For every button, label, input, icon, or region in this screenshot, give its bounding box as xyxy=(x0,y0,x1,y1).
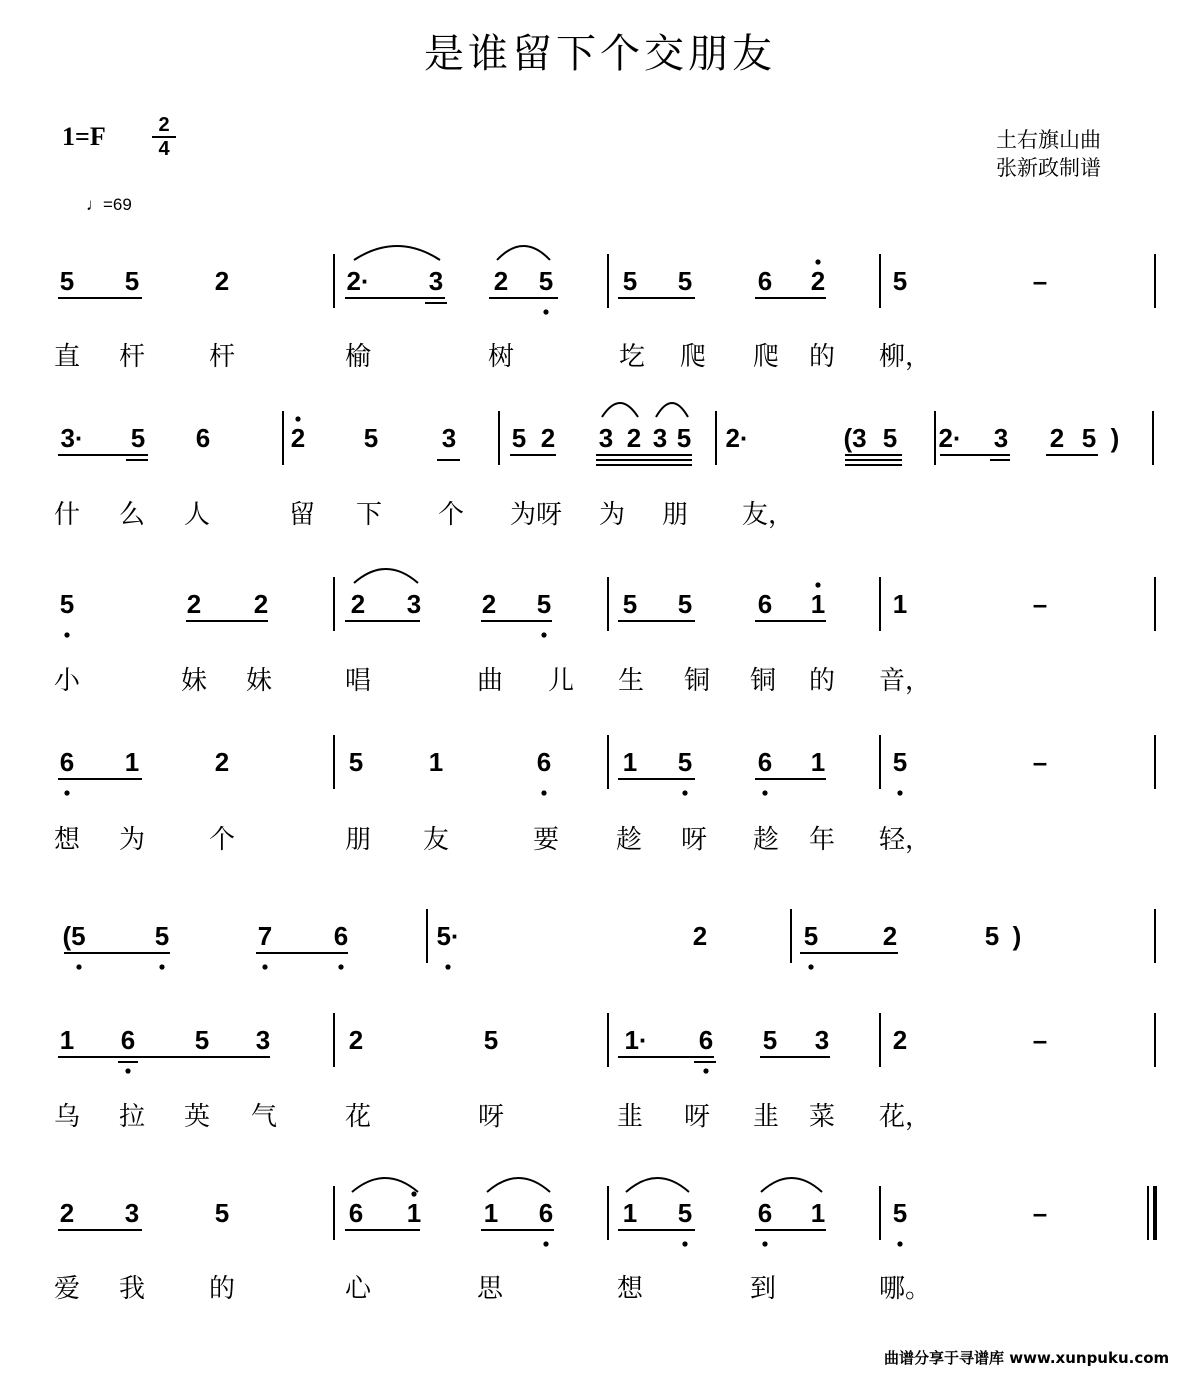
lyric: 思 xyxy=(476,1274,504,1304)
note: 2 xyxy=(214,266,230,296)
note: 6 xyxy=(120,1025,136,1055)
note: 5· xyxy=(436,921,460,951)
note: 7 xyxy=(257,921,273,951)
note: 2 xyxy=(186,589,202,619)
lyric: 友 xyxy=(422,825,450,855)
lyric: 花 xyxy=(344,1102,372,1132)
lyric: 什 xyxy=(53,500,81,530)
note: 6 xyxy=(195,423,211,453)
note: 2 xyxy=(481,589,497,619)
octave-dot-below xyxy=(897,1241,902,1246)
lyric: 爬 xyxy=(679,342,707,372)
lyric: 轻， xyxy=(878,825,932,855)
lyric: 呀 xyxy=(477,1102,505,1132)
note: 5 xyxy=(882,423,898,453)
note: 5 xyxy=(483,1025,499,1055)
lyric: 韭 xyxy=(616,1102,644,1132)
lyric: 榆 xyxy=(344,342,372,372)
note: 6 xyxy=(757,589,773,619)
note: 5 xyxy=(622,266,638,296)
time-signature-bottom: 4 xyxy=(158,138,170,160)
note: 3 xyxy=(993,423,1009,453)
lyric: 杆 xyxy=(118,342,146,372)
lyric: 年 xyxy=(808,825,836,855)
lyric: 唱 xyxy=(344,666,372,696)
note: 5 xyxy=(892,266,908,296)
octave-dot-below xyxy=(541,790,546,795)
note: 1 xyxy=(59,1025,75,1055)
note: 2 xyxy=(290,423,306,453)
note: 2 xyxy=(1049,423,1065,453)
note: 2 xyxy=(493,266,509,296)
note: 5 xyxy=(130,423,146,453)
note: 5 xyxy=(348,747,364,777)
note: ) xyxy=(1110,423,1120,453)
lyric: 韭 xyxy=(752,1102,780,1132)
note: 2 xyxy=(348,1025,364,1055)
note: 1 xyxy=(124,747,140,777)
lyric: 想 xyxy=(616,1274,644,1304)
slur xyxy=(626,1178,689,1192)
octave-dot-above xyxy=(295,416,300,421)
lyric: 拉 xyxy=(118,1102,146,1132)
note: 1 xyxy=(810,1198,826,1228)
lyric: 的 xyxy=(808,666,836,696)
slur xyxy=(761,1178,822,1192)
note: 2 xyxy=(692,921,708,951)
lyric: 呀 xyxy=(680,825,708,855)
octave-dot-above xyxy=(411,1191,416,1196)
note: 6 xyxy=(348,1198,364,1228)
time-signature-top: 2 xyxy=(158,114,170,136)
note: 5 xyxy=(59,589,75,619)
slur xyxy=(352,1178,418,1192)
note: 5 xyxy=(676,423,692,453)
note: 6 xyxy=(538,1198,554,1228)
lyric: 树 xyxy=(487,342,515,372)
note: 2 xyxy=(59,1198,75,1228)
octave-dot-below xyxy=(64,632,69,637)
lyric: 么 xyxy=(118,500,146,530)
note: ) xyxy=(1012,921,1022,951)
note: 2 xyxy=(214,747,230,777)
lyric: 花， xyxy=(878,1102,932,1132)
note: 5 xyxy=(511,423,527,453)
octave-dot-below xyxy=(159,964,164,969)
lyric: 哪。 xyxy=(878,1274,932,1304)
note: 5 xyxy=(536,589,552,619)
note: 5 xyxy=(59,266,75,296)
lyric: 趁 xyxy=(752,825,780,855)
note: – xyxy=(1032,266,1048,296)
note: 6 xyxy=(536,747,552,777)
lyric: 的 xyxy=(208,1274,236,1304)
lyric: 心 xyxy=(344,1274,372,1304)
slur xyxy=(602,403,638,417)
note: 6 xyxy=(59,747,75,777)
note: 2· xyxy=(725,423,749,453)
octave-dot-below xyxy=(541,632,546,637)
lyric: 小 xyxy=(53,666,81,696)
note: 6 xyxy=(757,266,773,296)
lyric: 人 xyxy=(183,500,211,530)
note: 6 xyxy=(757,747,773,777)
note: 1 xyxy=(810,747,826,777)
lyric: 爱 xyxy=(53,1274,81,1304)
lyric: 我 xyxy=(118,1274,146,1304)
note: 5 xyxy=(892,747,908,777)
octave-dot-below xyxy=(543,309,548,314)
lyric: 柳， xyxy=(878,342,932,372)
octave-dot-below xyxy=(703,1068,708,1073)
octave-dot-below xyxy=(762,790,767,795)
lyric: 朋 xyxy=(344,825,372,855)
octave-dot-below xyxy=(125,1068,130,1073)
note: 2 xyxy=(810,266,826,296)
note: – xyxy=(1032,589,1048,619)
lyric: 友， xyxy=(741,500,795,530)
note: 1 xyxy=(622,1198,638,1228)
lyric: 呀 xyxy=(683,1102,711,1132)
lyric: 圪 xyxy=(618,342,646,372)
note: (3 xyxy=(843,423,867,453)
note: 5 xyxy=(124,266,140,296)
lyric: 铜 xyxy=(683,666,711,696)
note: 2 xyxy=(882,921,898,951)
slur xyxy=(354,246,440,260)
note: 2 xyxy=(350,589,366,619)
slur xyxy=(656,403,688,417)
lyric: 妹 xyxy=(180,666,208,696)
note: 5 xyxy=(154,921,170,951)
note: – xyxy=(1032,747,1048,777)
note: 1· xyxy=(624,1025,648,1055)
score-title: 是谁留下个交朋友 xyxy=(424,31,776,77)
lyric: 音， xyxy=(878,666,932,696)
credit-arranger: 张新政制谱 xyxy=(996,156,1101,180)
octave-dot-below xyxy=(897,790,902,795)
lyric: 到 xyxy=(749,1274,777,1304)
note: 5 xyxy=(677,589,693,619)
lyric: 趁 xyxy=(615,825,643,855)
lyric: 想 xyxy=(53,825,81,855)
note: 5 xyxy=(622,589,638,619)
octave-dot-below xyxy=(682,1241,687,1246)
note: 1 xyxy=(483,1198,499,1228)
lyric: 为呀 xyxy=(509,500,563,530)
octave-dot-below xyxy=(262,964,267,969)
tempo-marking: ♩=69 xyxy=(86,195,132,214)
note: 5 xyxy=(214,1198,230,1228)
key-signature: 1=F xyxy=(62,122,106,151)
note: 1 xyxy=(622,747,638,777)
octave-dot-below xyxy=(76,964,81,969)
credit-source: 土右旗山曲 xyxy=(996,128,1101,152)
note: 2 xyxy=(892,1025,908,1055)
note: 6 xyxy=(333,921,349,951)
lyric: 为 xyxy=(598,500,626,530)
lyric: 朋 xyxy=(661,500,689,530)
note: 3 xyxy=(814,1025,830,1055)
octave-dot-above xyxy=(815,259,820,264)
note: 5 xyxy=(677,266,693,296)
note: 1 xyxy=(892,589,908,619)
lyric: 爬 xyxy=(752,342,780,372)
lyric: 妹 xyxy=(245,666,273,696)
lyric: 杆 xyxy=(208,342,236,372)
octave-dot-below xyxy=(338,964,343,969)
note: 3 xyxy=(124,1198,140,1228)
octave-dot-below xyxy=(808,964,813,969)
note: 1 xyxy=(428,747,444,777)
lyric: 直 xyxy=(53,342,81,372)
note: 5 xyxy=(194,1025,210,1055)
note: 3 xyxy=(406,589,422,619)
note: 5 xyxy=(538,266,554,296)
note: 2 xyxy=(540,423,556,453)
note: 5 xyxy=(762,1025,778,1055)
lyric: 要 xyxy=(532,825,560,855)
note: 3 xyxy=(255,1025,271,1055)
note: 3 xyxy=(652,423,668,453)
lyric: 乌 xyxy=(53,1102,81,1132)
lyric: 个 xyxy=(208,825,236,855)
note: – xyxy=(1032,1025,1048,1055)
octave-dot-below xyxy=(445,964,450,969)
lyric: 铜 xyxy=(749,666,777,696)
note: 2· xyxy=(938,423,962,453)
lyric: 曲 xyxy=(476,666,504,696)
note: 5 xyxy=(677,747,693,777)
note: 5 xyxy=(363,423,379,453)
note: 5 xyxy=(984,921,1000,951)
lyric: 菜 xyxy=(808,1102,836,1132)
lyric: 个 xyxy=(437,500,465,530)
note: 3 xyxy=(441,423,457,453)
note: 5 xyxy=(892,1198,908,1228)
note: 5 xyxy=(803,921,819,951)
slur xyxy=(487,1178,550,1192)
slur xyxy=(497,246,550,260)
octave-dot-below xyxy=(543,1241,548,1246)
note: 2 xyxy=(626,423,642,453)
slur xyxy=(354,569,418,583)
note: 5 xyxy=(677,1198,693,1228)
note: 2 xyxy=(253,589,269,619)
note: 2· xyxy=(346,266,370,296)
lyric: 英 xyxy=(183,1102,211,1132)
note: 1 xyxy=(810,589,826,619)
note: 6 xyxy=(757,1198,773,1228)
octave-dot-below xyxy=(64,790,69,795)
lyric: 下 xyxy=(355,500,383,530)
note: 1 xyxy=(406,1198,422,1228)
lyric: 的 xyxy=(808,342,836,372)
note: (5 xyxy=(62,921,86,951)
octave-dot-below xyxy=(762,1241,767,1246)
note: 5 xyxy=(1081,423,1097,453)
note: 3 xyxy=(428,266,444,296)
octave-dot-below xyxy=(682,790,687,795)
lyric: 为 xyxy=(118,825,146,855)
note: – xyxy=(1032,1198,1048,1228)
note: 3 xyxy=(598,423,614,453)
footer-watermark: 曲谱分享于寻谱库 www.xunpuku.com xyxy=(884,1349,1170,1367)
octave-dot-above xyxy=(815,582,820,587)
note: 3· xyxy=(60,423,84,453)
lyric: 留 xyxy=(288,500,316,530)
lyric: 儿 xyxy=(547,666,575,696)
lyric: 气 xyxy=(250,1102,278,1132)
note: 6 xyxy=(698,1025,714,1055)
lyric: 生 xyxy=(617,666,645,696)
